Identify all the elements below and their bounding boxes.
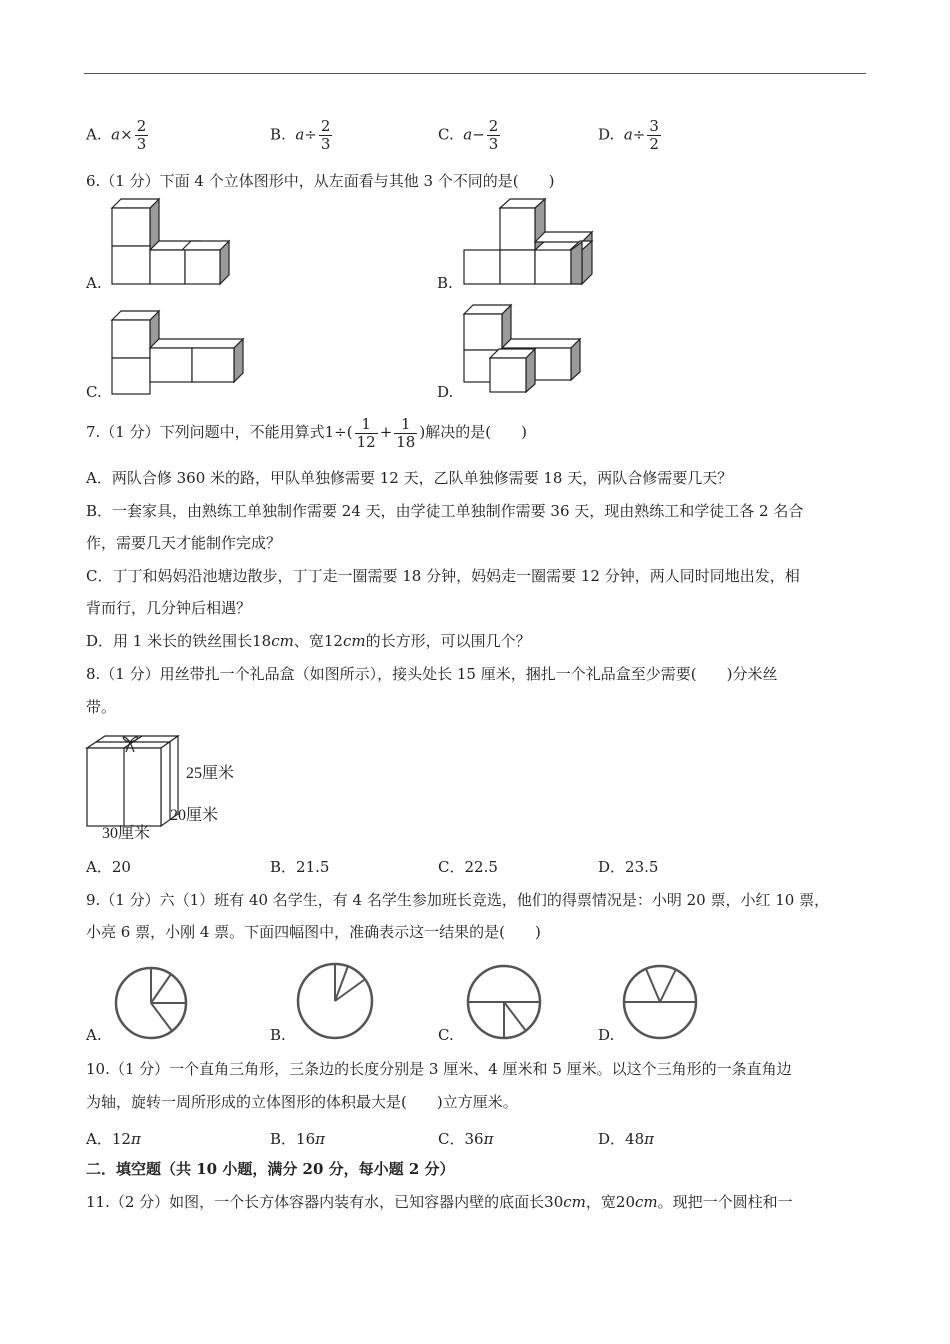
q6-label-d: D. — [437, 383, 454, 401]
fraction: $\frac{2}{3}$ — [320, 117, 331, 153]
q7-option-b-cont: 作，需要几天才能制作完成？ — [86, 534, 282, 552]
q9-label-a: A. — [86, 1026, 102, 1044]
q6-label-a: A. — [86, 274, 102, 292]
q5-option-d[interactable]: D. a÷ $\frac{3}{2}$ — [598, 117, 659, 153]
q8-option-b[interactable]: B．21.5 — [270, 858, 330, 876]
q7-question: 7.（1 分）下列问题中，不能用算式1÷( $\frac{1}{12}$ + $\frac{1}{18}$ )解决的是( ) — [86, 414, 527, 451]
q7-option-b[interactable]: B．一套家具，由熟练工单独制作需要 24 天，由学徒工单独制作需要 36 天，现由熟练工和学徒工各 2 名合 — [86, 502, 804, 520]
header-rule — [84, 73, 866, 74]
q9-pie-b[interactable] — [296, 962, 374, 1040]
q6-figure-a[interactable] — [112, 208, 242, 288]
q9-label-b: B. — [270, 1026, 286, 1044]
fraction: $\frac{1}{18}$ — [396, 414, 416, 451]
q7-option-d[interactable]: D．用 1 米长的铁丝围长18cm、宽12cm的长方形，可以围几个？ — [86, 632, 531, 650]
fraction: $\frac{2}{3}$ — [136, 117, 147, 153]
q8-option-c[interactable]: C．22.5 — [438, 858, 498, 876]
q6-label-b: B. — [437, 274, 453, 292]
q9-pie-d[interactable] — [622, 964, 698, 1040]
q6-label-c: C. — [86, 383, 102, 401]
q8-question-cont: 带。 — [86, 698, 117, 716]
q9-question-cont: 小亮 6 票，小刚 4 票。下面四幅图中，准确表示这一结果的是( ) — [86, 923, 541, 941]
q6-question: 6.（1 分）下面 4 个立体图形中，从左面看与其他 3 个不同的是( ) — [86, 172, 555, 190]
section-title: 二．填空题（共 10 小题，满分 20 分，每小题 2 分） — [86, 1160, 455, 1178]
q6-figure-b[interactable] — [464, 208, 604, 288]
q7-option-c[interactable]: C．丁丁和妈妈沿池塘边散步，丁丁走一圈需要 18 分钟，妈妈走一圈需要 12 分钟，两人同时同地出发，相 — [86, 567, 800, 585]
q7-option-a[interactable]: A．两队合修 360 米的路，甲队单独修需要 12 天，乙队单独修需要 18 天，两队合修需要几天？ — [86, 469, 733, 487]
q9-pie-a[interactable] — [114, 966, 188, 1040]
q6-figure-d[interactable] — [464, 306, 594, 392]
q6-figure-c[interactable] — [112, 318, 252, 398]
dim-width-label: 30厘米 — [102, 825, 151, 842]
q9-question: 9.（1 分）六（1）班有 40 名学生，有 4 名学生参加班长竞选，他们的得票情况是：小明 20 票，小红 10 票， — [86, 891, 830, 909]
q8-option-d[interactable]: D．23.5 — [598, 858, 659, 876]
q7-option-c-cont: 背而行，几分钟后相遇？ — [86, 599, 252, 617]
q5-option-b[interactable]: B. a÷ $\frac{2}{3}$ — [270, 117, 331, 153]
q8-gift-box-figure — [86, 730, 266, 846]
q10-option-c[interactable]: C．36π — [438, 1130, 494, 1148]
q10-question-cont: 为轴，旋转一周所形成的立体图形的体积最大是( )立方厘米。 — [86, 1093, 518, 1111]
q9-pie-c[interactable] — [466, 964, 542, 1040]
q9-label-d: D. — [598, 1026, 615, 1044]
q10-option-d[interactable]: D．48π — [598, 1130, 654, 1148]
q8-option-a[interactable]: A．20 — [86, 858, 131, 876]
dim-height-label: 25厘米 — [186, 765, 235, 782]
fraction: $\frac{3}{2}$ — [649, 117, 659, 153]
q5-option-a[interactable]: A. a× $\frac{2}{3}$ — [86, 117, 147, 153]
q11-question: 11.（2 分）如图，一个长方体容器内装有水，已知容器内壁的底面长30cm，宽20cm。现把一个圆柱和一 — [86, 1193, 793, 1211]
q10-question: 10.（1 分）一个直角三角形，三条边的长度分别是 3 厘米、4 厘米和 5 厘米。以这个三角形的一条直角边 — [86, 1060, 792, 1078]
dim-depth-label: 20厘米 — [170, 807, 219, 824]
q5-option-c[interactable]: C. a− $\frac{2}{3}$ — [438, 117, 499, 153]
fraction: $\frac{2}{3}$ — [488, 117, 499, 153]
q10-option-b[interactable]: B．16π — [270, 1130, 325, 1148]
fraction: $\frac{1}{12}$ — [356, 414, 376, 451]
q9-label-c: C. — [438, 1026, 454, 1044]
q10-option-a[interactable]: A．12π — [86, 1130, 141, 1148]
q8-question: 8.（1 分）用丝带扎一个礼品盒（如图所示），接头处长 15 厘米，捆扎一个礼品盒至少需要( )分米丝 — [86, 665, 778, 683]
